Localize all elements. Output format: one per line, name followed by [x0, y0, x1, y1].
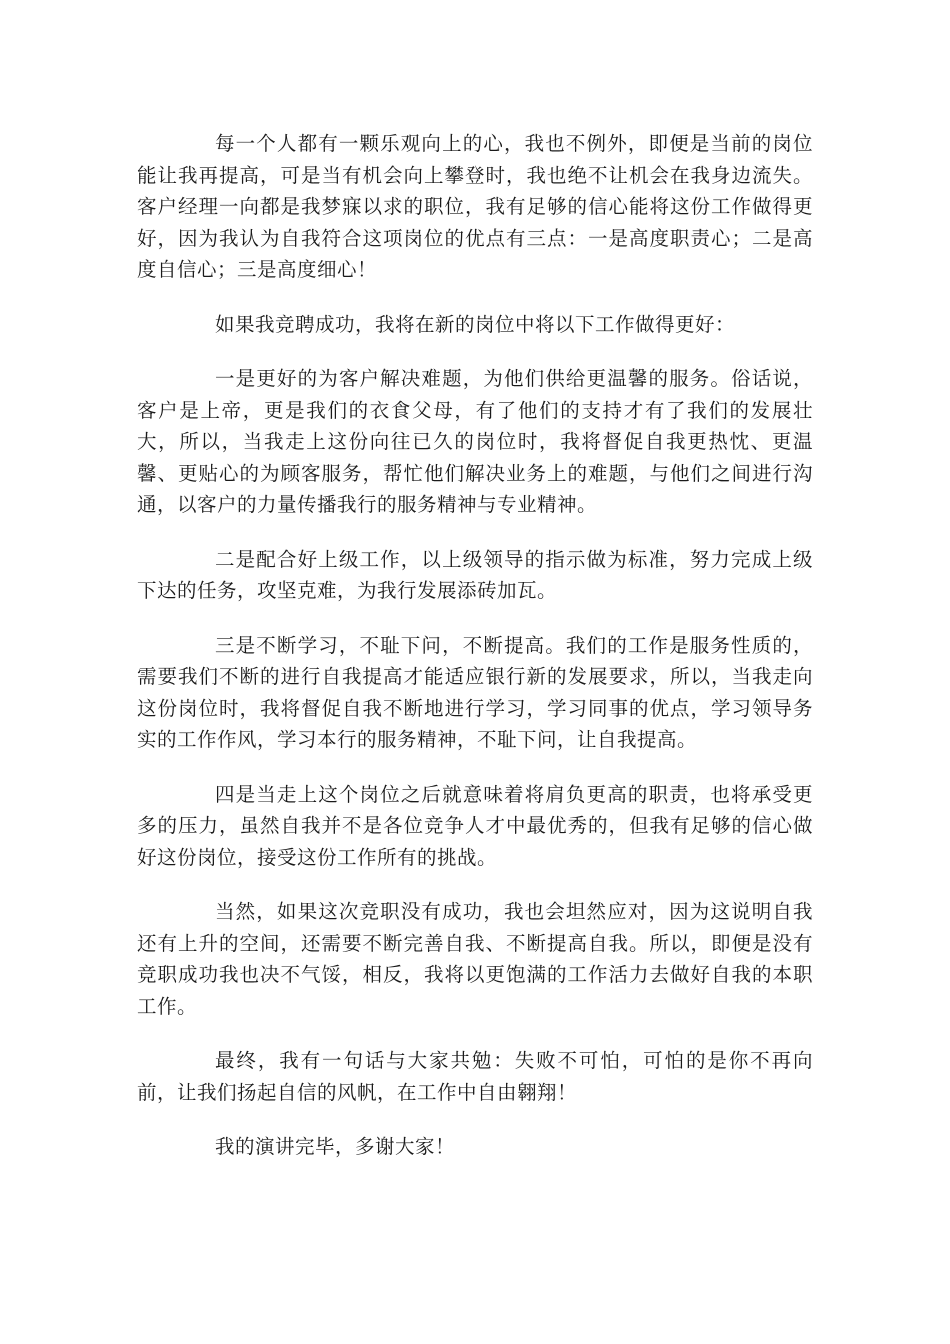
- paragraph-9: 我的演讲完毕，多谢大家！: [215, 1135, 456, 1158]
- paragraph-3: 一是更好的为客户解决难题，为他们供给更温馨的服务。俗话说，客户是上帝，更是我们的衣食父母，有了他们的支持才有了我们的发展壮大，所以，当我走上这份向往已久的岗位时，我将督促自我更热忱、更温馨、更贴心的为顾客服务，帮忙他们解决业务上的难题，与他们之间进行沟通，以客户的力量传播我行的服务精神与专业精神。: [137, 367, 813, 516]
- paragraph-5: 三是不断学习，不耻下问，不断提高。我们的工作是服务性质的，需要我们不断的进行自我提高才能适应银行新的发展要求，所以，当我走向这份岗位时，我将督促自我不断地进行学习，学习同事的优点，学习领导务实的工作作风，学习本行的服务精神，不耻下问，让自我提高。: [137, 633, 813, 751]
- paragraph-7: 当然，如果这次竞职没有成功，我也会坦然应对，因为这说明自我还有上升的空间，还需要不断完善自我、不断提高自我。所以，即便是没有竞职成功我也决不气馁，相反，我将以更饱满的工作活力去做好自我的本职工作。: [137, 900, 813, 1018]
- paragraph-6: 四是当走上这个岗位之后就意味着将肩负更高的职责，也将承受更多的压力，虽然自我并不是各位竞争人才中最优秀的，但我有足够的信心做好这份岗位，接受这份工作所有的挑战。: [137, 782, 813, 869]
- paragraph-1: 每一个人都有一颗乐观向上的心，我也不例外，即便是当前的岗位能让我再提高，可是当有机会向上攀登时，我也绝不让机会在我身边流失。客户经理一向都是我梦寐以求的职位，我有足够的信心能将这份工作做得更好，因为我认为自我符合这项岗位的优点有三点：一是高度职责心；二是高度自信心；三是高度细心！: [137, 132, 813, 281]
- paragraph-4: 二是配合好上级工作，以上级领导的指示做为标准，努力完成上级下达的任务，攻坚克难，为我行发展添砖加瓦。: [137, 547, 813, 602]
- document-body: [137, 128, 813, 1186]
- paragraph-8: 最终，我有一句话与大家共勉：失败不可怕，可怕的是你不再向前，让我们扬起自信的风帆，在工作中自由翱翔！: [137, 1049, 813, 1104]
- paragraph-2: 如果我竞聘成功，我将在新的岗位中将以下工作做得更好：: [215, 312, 736, 336]
